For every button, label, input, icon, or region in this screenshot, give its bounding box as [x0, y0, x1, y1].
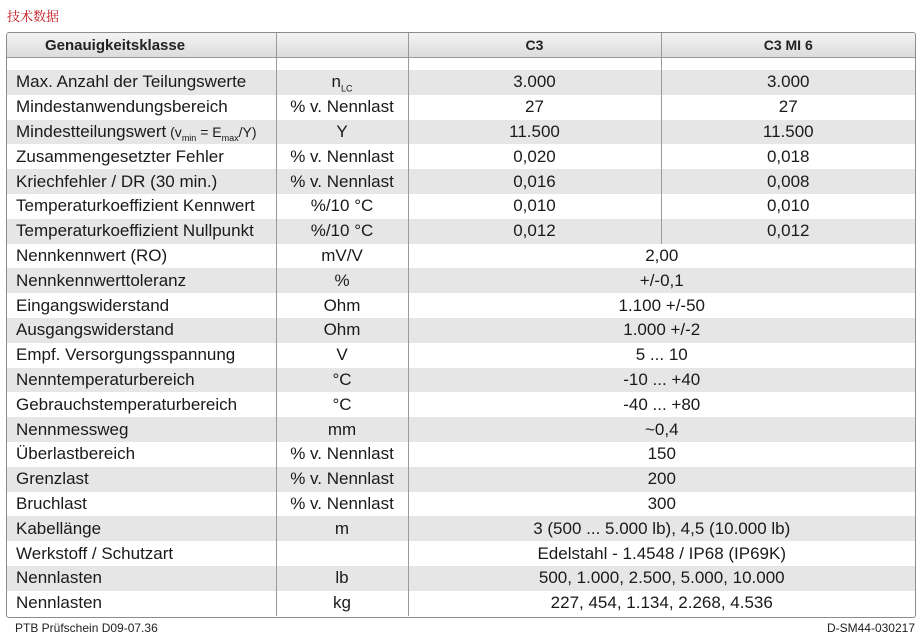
row-unit: °C: [276, 368, 408, 393]
row-name: Eingangswiderstand: [7, 293, 276, 318]
row-name: Überlastbereich: [7, 442, 276, 467]
note-part: (v: [170, 123, 182, 140]
row-name: Bruchlast: [7, 492, 276, 517]
value-merged: 3 (500 ... 5.000 lb), 4,5 (10.000 lb): [408, 516, 915, 541]
table-row: [7, 318, 915, 343]
row-name: [7, 70, 276, 95]
value-merged: 150: [408, 442, 915, 467]
table-row: [7, 293, 915, 318]
table-row: [7, 70, 915, 95]
unit-main: n: [331, 71, 341, 91]
table-row: [7, 194, 915, 219]
value-merged: 1.100 +/-50: [408, 293, 915, 318]
row-unit: % v. Nennlast: [276, 144, 408, 169]
row-unit: [276, 70, 408, 95]
table-row: [7, 169, 915, 194]
row-name: Nennkennwert (RO): [7, 244, 276, 269]
note-part: max: [221, 132, 239, 143]
row-unit: Y: [276, 120, 408, 145]
value-c3-mi6: 0,018: [661, 144, 915, 169]
row-name: Grenzlast: [7, 467, 276, 492]
value-c3: 0,016: [408, 169, 661, 194]
value-c3-mi6: 0,010: [661, 194, 915, 219]
value-merged: 5 ... 10: [408, 343, 915, 368]
row-name: [7, 194, 276, 219]
row-unit: % v. Nennlast: [276, 467, 408, 492]
value-c3: 3.000: [408, 70, 661, 95]
row-name: Ausgangswiderstand: [7, 318, 276, 343]
row-name: Kabellänge: [7, 516, 276, 541]
row-name: Gebrauchstemperaturbereich: [7, 392, 276, 417]
row-unit: % v. Nennlast: [276, 442, 408, 467]
row-unit: Ohm: [276, 318, 408, 343]
row-unit: kg: [276, 591, 408, 616]
row-unit: % v. Nennlast: [276, 169, 408, 194]
row-unit: mm: [276, 417, 408, 442]
row-unit: °C: [276, 392, 408, 417]
table-row: [7, 95, 915, 120]
value-merged: 1.000 +/-2: [408, 318, 915, 343]
value-c3: 0,010: [408, 194, 661, 219]
table-row: [7, 467, 915, 492]
row-unit: %: [276, 268, 408, 293]
table-header-row: [7, 33, 915, 58]
row-name: [7, 120, 276, 145]
table-row: [7, 244, 915, 269]
value-merged: -10 ... +40: [408, 368, 915, 393]
row-unit: m: [276, 516, 408, 541]
certificate-note: PTB Prüfschein D09-07.36: [15, 621, 158, 635]
row-unit: % v. Nennlast: [276, 95, 408, 120]
row-name: Empf. Versorgungsspannung: [7, 343, 276, 368]
row-name-text: Mindestanwendungsbereich: [16, 97, 228, 117]
table-row: [7, 368, 915, 393]
header-accuracy-class: Genauigkeitsklasse: [7, 33, 276, 58]
value-merged: +/-0,1: [408, 268, 915, 293]
row-name: Nenntemperaturbereich: [7, 368, 276, 393]
row-name-note: [166, 123, 257, 143]
table-row: [7, 442, 915, 467]
value-merged: ~0,4: [408, 417, 915, 442]
table-row: [7, 144, 915, 169]
row-unit: Ohm: [276, 293, 408, 318]
row-unit: %/10 °C: [276, 219, 408, 244]
table-row: [7, 492, 915, 517]
value-merged: 200: [408, 467, 915, 492]
table-row: [7, 417, 915, 442]
table-row: [7, 120, 915, 145]
row-name: Nennkennwerttoleranz: [7, 268, 276, 293]
table-row: [7, 219, 915, 244]
table-row: [7, 591, 915, 616]
row-name-text: Mindestteilungswert: [16, 121, 167, 141]
value-c3-mi6: 11.500: [661, 120, 915, 145]
table-row: [7, 541, 915, 566]
value-merged: 227, 454, 1.134, 2.268, 4.536: [408, 591, 915, 616]
row-name: Nennlasten: [7, 566, 276, 591]
row-unit: lb: [276, 566, 408, 591]
page-title: 技术数据: [7, 10, 60, 25]
value-merged: -40 ... +80: [408, 392, 915, 417]
row-name-text: Kriechfehler / DR (30 min.): [16, 171, 218, 191]
value-c3-mi6: 3.000: [661, 70, 915, 95]
row-unit: [276, 541, 408, 566]
header-unit: [276, 33, 408, 58]
row-name-text: Max. Anzahl der Teilungswerte: [16, 72, 247, 92]
row-name: Nennlasten: [7, 591, 276, 616]
row-name: Nennmessweg: [7, 417, 276, 442]
document-code: D-SM44-030217: [826, 621, 915, 635]
row-unit: mV/V: [276, 244, 408, 269]
value-c3: 0,020: [408, 144, 661, 169]
value-c3: 0,012: [408, 219, 661, 244]
spacer-row: [7, 58, 915, 71]
value-c3-mi6: 27: [661, 95, 915, 120]
value-c3: 27: [408, 95, 661, 120]
row-name-text: Temperaturkoeffizient Kennwert: [16, 196, 255, 216]
row-name-text: Temperaturkoeffizient Nullpunkt: [16, 221, 254, 241]
row-name: [7, 95, 276, 120]
table-row: [7, 268, 915, 293]
table-row: [7, 343, 915, 368]
table-row: [7, 516, 915, 541]
row-name: [7, 144, 276, 169]
value-c3-mi6: 0,008: [661, 169, 915, 194]
value-c3: 11.500: [408, 120, 661, 145]
table-row: [7, 566, 915, 591]
value-merged: 2,00: [408, 244, 915, 269]
row-unit: V: [276, 343, 408, 368]
value-merged: 300: [408, 492, 915, 517]
note-part: = E: [196, 123, 222, 140]
header-c3: C3: [408, 33, 661, 58]
value-merged: Edelstahl - 1.4548 / IP68 (IP69K): [408, 541, 915, 566]
note-part: /Y): [238, 123, 257, 140]
unit-sub: LC: [340, 83, 353, 94]
row-unit: % v. Nennlast: [276, 492, 408, 517]
header-c3-mi6: C3 MI 6: [661, 33, 915, 58]
row-name-text: Zusammengesetzter Fehler: [16, 146, 224, 166]
table-row: [7, 392, 915, 417]
row-name: [7, 219, 276, 244]
spec-table: [6, 32, 916, 618]
value-merged: 500, 1.000, 2.500, 5.000, 10.000: [408, 566, 915, 591]
row-name: Werkstoff / Schutzart: [7, 541, 276, 566]
note-part: min: [181, 132, 197, 143]
row-name: [7, 169, 276, 194]
value-c3-mi6: 0,012: [661, 219, 915, 244]
row-unit: %/10 °C: [276, 194, 408, 219]
